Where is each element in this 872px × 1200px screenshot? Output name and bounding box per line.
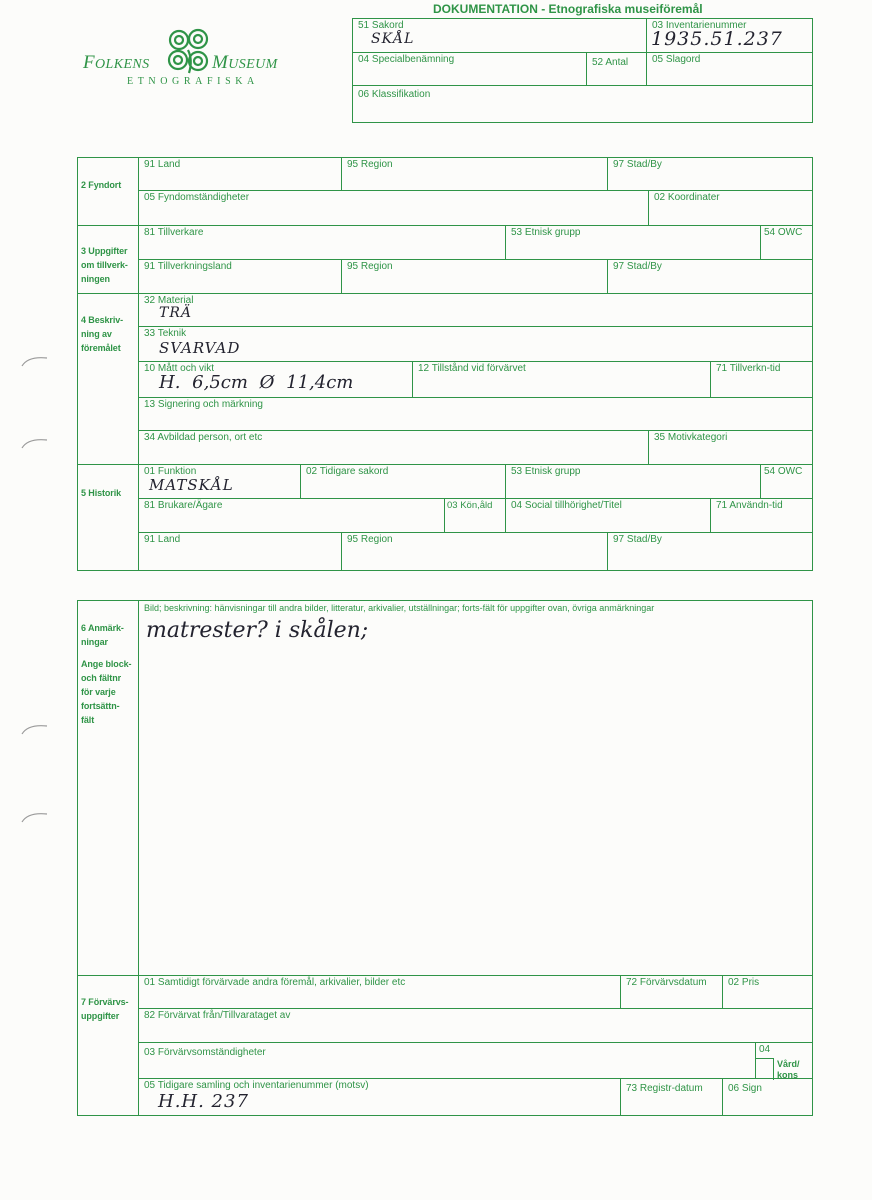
- field-tillverkning-stad-by: [607, 259, 813, 294]
- punch-hole-mark: [20, 354, 50, 368]
- section-title: 4 Beskriv- ning av föremålet: [81, 315, 124, 353]
- field-forvarvsomstandigheter: [138, 1042, 756, 1079]
- field-label: 02 Tidigare sakord: [306, 466, 389, 477]
- field-tillverkning-region: [341, 259, 608, 294]
- field-label: 01 Funktion: [144, 466, 197, 477]
- field-label: 03 Inventarienummer: [652, 20, 747, 31]
- punch-hole-mark: [20, 436, 50, 450]
- field-historik-land: [138, 532, 342, 571]
- field-material: [138, 293, 813, 327]
- section-instruction: Ange block- och fältnr för varje fortsättn- fält: [81, 659, 132, 725]
- field-historik-region: [341, 532, 608, 571]
- field-label: 95 Region: [347, 534, 393, 545]
- field-slagord: [646, 52, 813, 86]
- field-anvandn-tid: [710, 498, 813, 533]
- field-pris: [722, 975, 813, 1009]
- field-label: 06 Sign: [728, 1083, 762, 1094]
- field-teknik: [138, 326, 813, 362]
- logo-word-left: FOLKENS: [83, 52, 150, 73]
- field-label: 04 Specialbenämning: [358, 54, 455, 65]
- logo-word-right: MUSEUM: [212, 52, 278, 73]
- field-tillverkn-tid: [710, 361, 813, 398]
- field-label: 82 Förvärvat från/Tillvarataget av: [144, 1010, 291, 1021]
- field-label: 91 Land: [144, 159, 181, 170]
- field-sign: [722, 1078, 813, 1116]
- field-label: 71 Användn-tid: [716, 500, 783, 511]
- field-klassifikation: [352, 85, 813, 123]
- field-label: 05 Fyndomständigheter: [144, 192, 250, 203]
- section-title: 7 Förvärvs- uppgifter: [81, 997, 129, 1021]
- field-label: 71 Tillverkn-tid: [716, 363, 781, 374]
- field-fyndort-stad-by: [607, 157, 813, 191]
- field-label: 97 Stad/By: [613, 261, 662, 272]
- field-label: 04: [759, 1044, 771, 1055]
- field-vard-kons: [755, 1042, 813, 1079]
- field-label: 81 Brukare/Ägare: [144, 500, 223, 511]
- field-label: 10 Mått och vikt: [144, 363, 215, 374]
- field-label: 95 Region: [347, 261, 393, 272]
- field-tidigare-samling: [138, 1078, 621, 1116]
- field-label: 54 OWC: [764, 466, 803, 477]
- field-forvarvat-fran: [138, 1008, 813, 1043]
- section-label-beskrivning: [77, 293, 139, 465]
- trefoil-icon: [164, 26, 214, 83]
- field-historik-etnisk-grupp: [505, 464, 761, 499]
- field-label: 05 Slagord: [652, 54, 701, 65]
- field-label: 53 Etnisk grupp: [511, 227, 581, 238]
- field-label: 81 Tillverkare: [144, 227, 204, 238]
- field-inventarienummer: [646, 18, 813, 53]
- section-label-anmarkningar: [77, 600, 139, 976]
- field-label: 53 Etnisk grupp: [511, 466, 581, 477]
- field-tillverkningsland: [138, 259, 342, 294]
- field-signering: [138, 397, 813, 431]
- handwritten-value: TRÄ: [159, 305, 192, 321]
- field-tidigare-sakord: [300, 464, 506, 499]
- field-funktion: [138, 464, 301, 499]
- field-label: 33 Teknik: [144, 328, 187, 339]
- section-title: 5 Historik: [81, 488, 122, 498]
- handwritten-value: H.H. 237: [158, 1091, 249, 1112]
- field-avbildad: [138, 430, 649, 465]
- form-title: DOKUMENTATION - Etnografiska museiföremål: [433, 2, 703, 16]
- field-label: 13 Signering och märkning: [144, 399, 263, 410]
- field-label: 02 Pris: [728, 977, 760, 988]
- field-label: 52 Antal: [592, 57, 629, 68]
- section-title: 3 Uppgifter om tillverk- ningen: [81, 246, 128, 284]
- section-label-forvarv: [77, 975, 139, 1116]
- field-label: Bild; beskrivning: hänvisningar till andra bilder, litteratur, arkivalier, utställningar; forts-fält för uppgifter ovan, övriga anmärkningar: [144, 603, 655, 613]
- handwritten-value: MATSKÅL: [149, 476, 234, 494]
- vard-kons-checkbox: [755, 1058, 774, 1080]
- field-label: 03 Förvärvsomständigheter: [144, 1047, 266, 1058]
- field-anmarkningar: [138, 600, 813, 976]
- field-brukare-agare: [138, 498, 445, 533]
- field-antal: [586, 52, 647, 86]
- logo-subtitle: ETNOGRAFISKA: [127, 76, 259, 87]
- field-tillstand: [412, 361, 711, 398]
- field-label: 91 Land: [144, 534, 181, 545]
- section-label-historik: [77, 464, 139, 571]
- field-label: 54 OWC: [764, 227, 803, 238]
- field-fyndort-region: [341, 157, 608, 191]
- handwritten-value: H. 6,5cm Ø 11,4cm: [159, 372, 354, 393]
- handwritten-value: 1935.51.237: [651, 28, 783, 50]
- field-label: 35 Motivkategori: [654, 432, 728, 443]
- field-label: 02 Koordinater: [654, 192, 720, 203]
- field-label: 95 Region: [347, 159, 393, 170]
- punch-hole-mark: [20, 722, 50, 736]
- section-title: 6 Anmärk- ningar: [81, 623, 124, 647]
- field-label: 91 Tillverkningsland: [144, 261, 232, 272]
- field-registr-datum: [620, 1078, 723, 1116]
- field-forvarvsdatum: [620, 975, 723, 1009]
- field-label: 73 Registr-datum: [626, 1083, 703, 1094]
- handwritten-value: SKÅL: [371, 31, 415, 47]
- field-tillverkning-owc: [760, 225, 813, 260]
- section-label-fyndort: [77, 157, 139, 226]
- handwritten-value: SVARVAD: [159, 339, 241, 357]
- section-title: 2 Fyndort: [81, 180, 122, 190]
- field-label: 03 Kön,åld: [447, 500, 493, 511]
- field-label: 05 Tidigare samling och inventarienummer (motsv): [144, 1080, 369, 1091]
- field-specialbenamning: [352, 52, 587, 86]
- field-label: 01 Samtidigt förvärvade andra föremål, arkivalier, bilder etc: [144, 977, 406, 988]
- field-sakord: [352, 18, 647, 53]
- section-label-tillverkning: [77, 225, 139, 294]
- field-matt-och-vikt: [138, 361, 413, 398]
- field-koordinater: [648, 190, 813, 226]
- field-label: 12 Tillstånd vid förvärvet: [418, 363, 526, 374]
- field-kon-ald: [444, 498, 506, 533]
- field-historik-owc: [760, 464, 813, 499]
- field-tillverkning-etnisk-grupp: [505, 225, 761, 260]
- field-social-tillhorighet: [505, 498, 711, 533]
- field-label: 04 Social tillhörighet/Titel: [511, 500, 622, 511]
- field-label: 06 Klassifikation: [358, 89, 431, 100]
- field-samtidigt-forvarvade: [138, 975, 621, 1009]
- field-fyndort-land: [138, 157, 342, 191]
- field-label: 34 Avbildad person, ort etc: [144, 432, 263, 443]
- field-fyndomstandigheter: [138, 190, 649, 226]
- vard-kons-label: Vård/ kons: [777, 1059, 800, 1080]
- field-label: 32 Material: [144, 295, 194, 306]
- punch-hole-mark: [20, 810, 50, 824]
- handwritten-value: matrester? i skålen;: [146, 618, 369, 643]
- field-label: 51 Sakord: [358, 20, 404, 31]
- field-label: 97 Stad/By: [613, 534, 662, 545]
- field-motivkategori: [648, 430, 813, 465]
- field-historik-stad-by: [607, 532, 813, 571]
- field-label: 97 Stad/By: [613, 159, 662, 170]
- field-label: 72 Förvärvsdatum: [626, 977, 707, 988]
- field-tillverkare: [138, 225, 506, 260]
